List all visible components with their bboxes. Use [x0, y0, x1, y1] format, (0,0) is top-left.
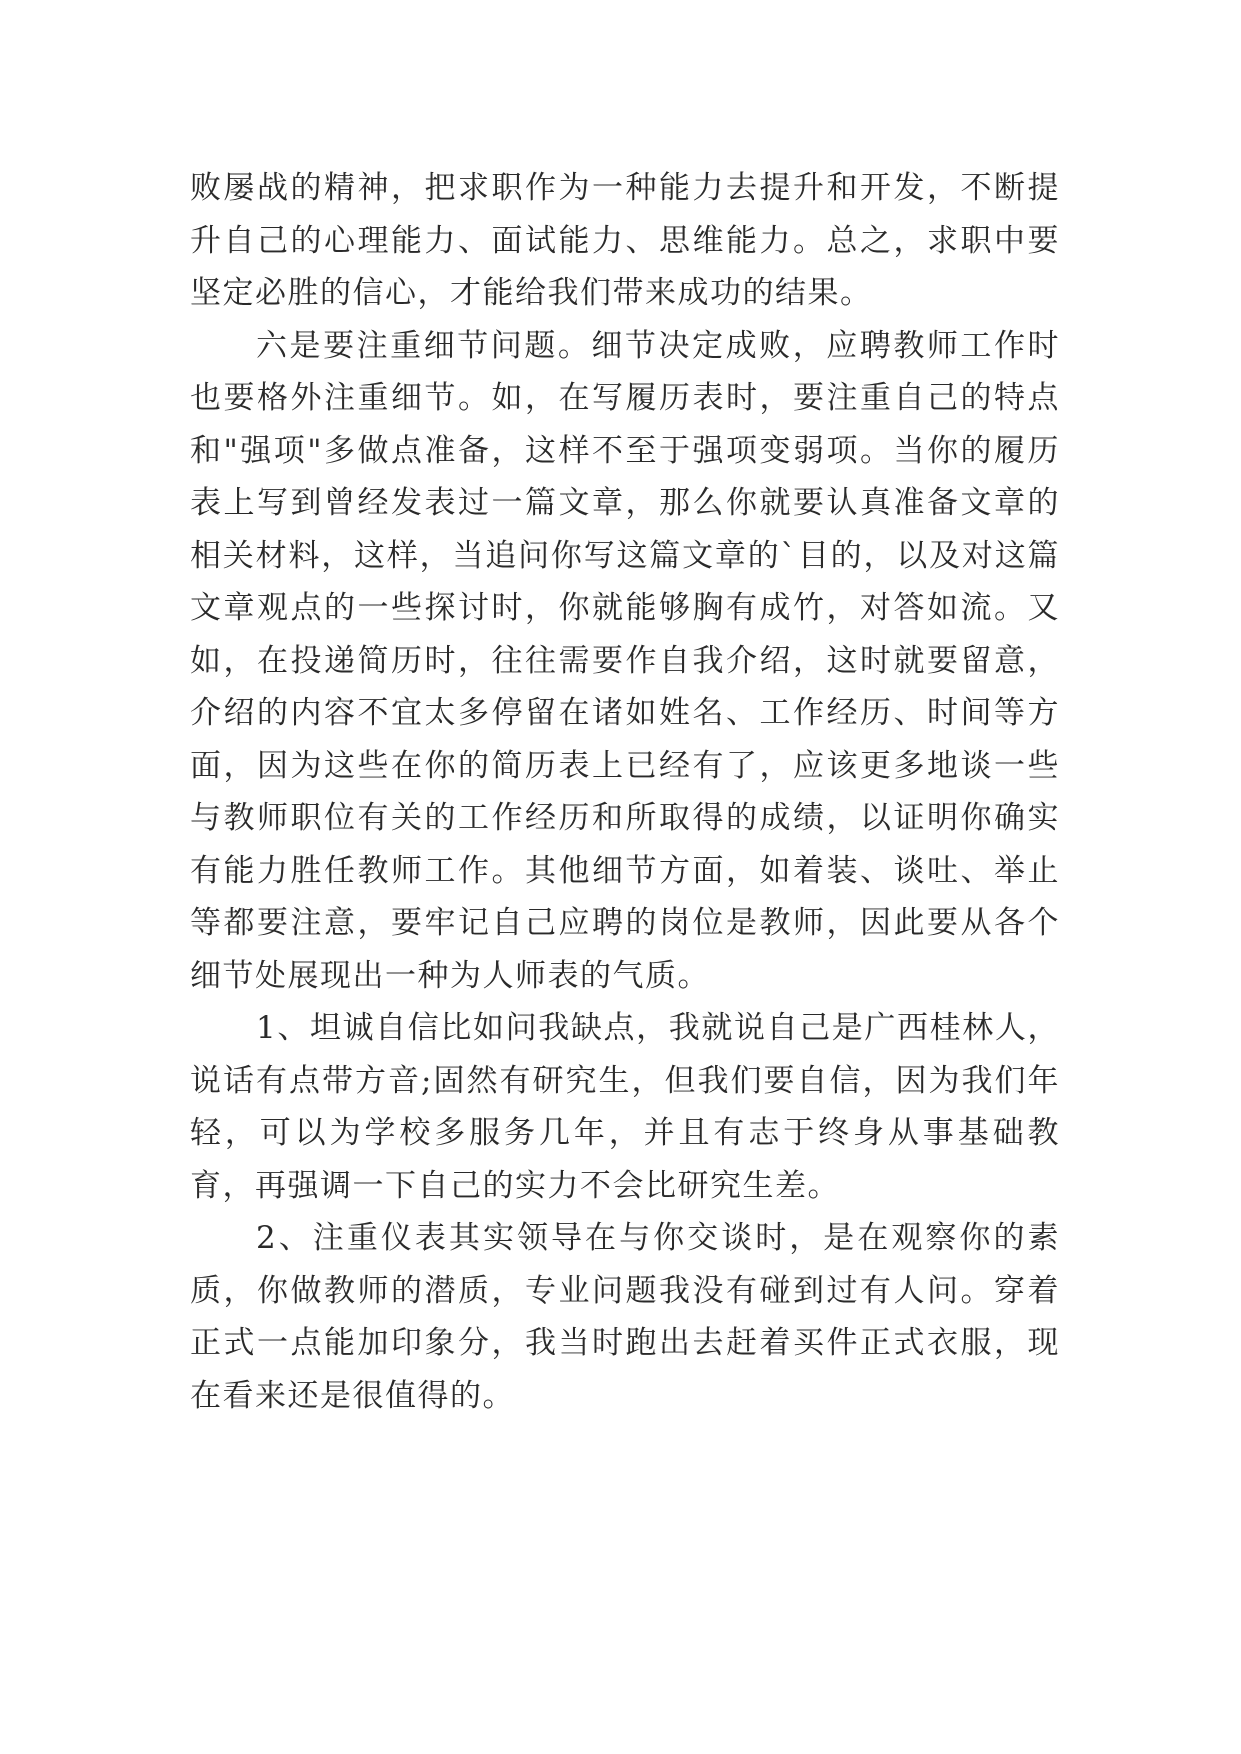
paragraph-detail-focus: 六是要注重细节问题。细节决定成败，应聘教师工作时也要格外注重细节。如，在写履历表时，要注重自己的特点和"强项"多做点准备，这样不至于强项变弱项。当你的履历表上写到曾经发表过一篇文章，那么你就要认真准备文章的相关材料，这样，当追问你写这篇文章的`目的，以及对这篇文章观点的一些探讨时，你就能够胸有成竹，对答如流。又如，在投递简历时，往往需要作自我介绍，这时就要留意，介绍的内容不宜太多停留在诸如姓名、工作经历、时间等方面，因为这些在你的简历表上已经有了，应该更多地谈一些与教师职位有关的工作经历和所取得的成绩，以证明你确实有能力胜任教师工作。其他细节方面，如着装、谈吐、举止等都要注意，要牢记自己应聘的岗位是教师，因此要从各个细节处展现出一种为人师表的气质。 — [190, 327, 1060, 994]
paragraph-point-2: 2、注重仪表其实领导在与你交谈时，是在观察你的素质，你做教师的潜质，专业问题我没有碰到过有人问。穿着正式一点能加印象分，我当时跑出去赶着买件正式衣服，现在看来还是很值得的。 — [190, 1220, 1060, 1414]
paragraph-point-1: 1、坦诚自信比如问我缺点，我就说自己是广西桂林人，说话有点带方音;固然有研究生，但我们要自信，因为我们年轻，可以为学校多服务几年，并且有志于终身从事基础教育，再强调一下自己的实力不会比研究生差。 — [190, 1010, 1060, 1204]
document-body — [190, 162, 1060, 1422]
paragraph-continuation: 败屡战的精神，把求职作为一种能力去提升和开发，不断提升自己的心理能力、面试能力、思维能力。总之，求职中要坚定必胜的信心，才能给我们带来成功的结果。 — [190, 170, 1060, 311]
